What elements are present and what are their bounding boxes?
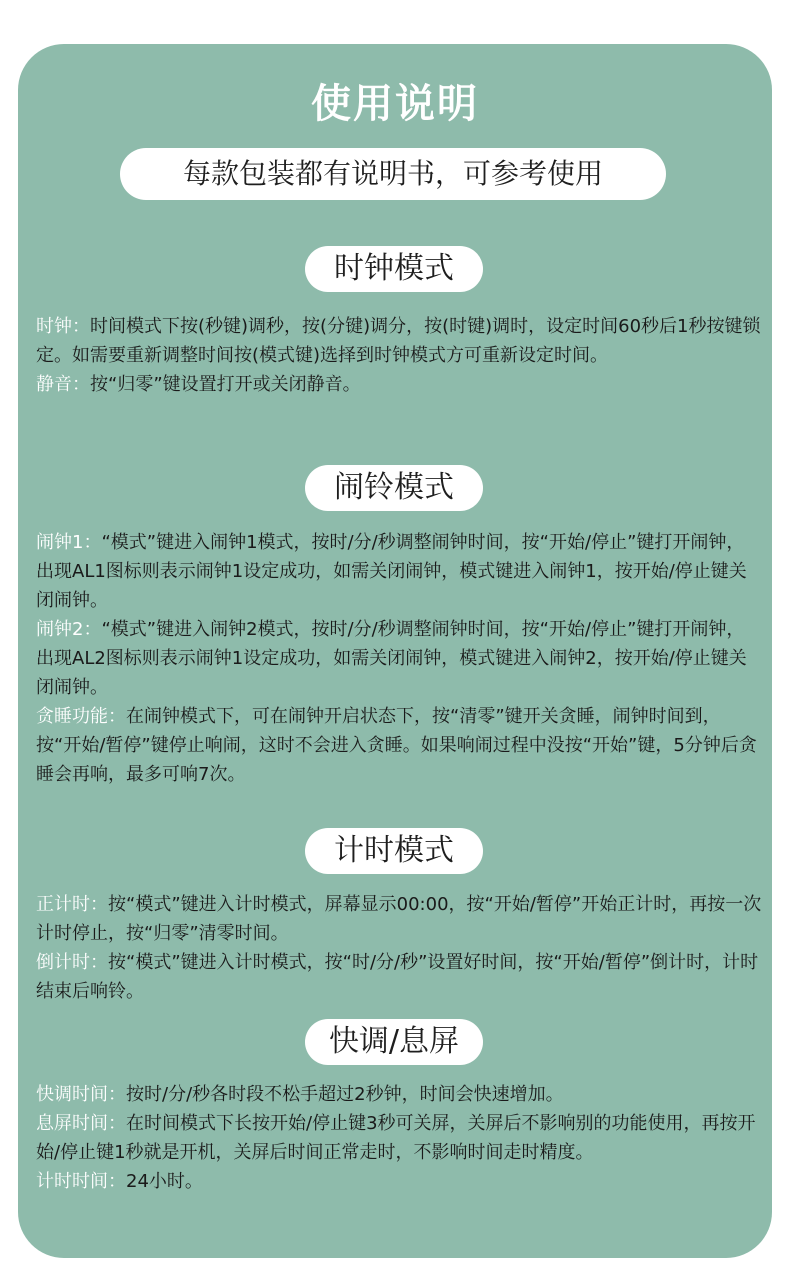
list-item [36,615,762,702]
item-label: 正计时： [36,894,108,915]
item-label: 息屏时间： [36,1113,126,1134]
item-label: 闹钟2： [36,619,102,640]
page-title: 使用说明 [311,81,479,127]
section-clock-body [36,312,762,399]
list-item [36,312,762,370]
item-text: “模式”键进入闹钟2模式，按时/分/秒调整闹钟时间，按“开始/停止”键打开闹钟，出现AL2图标则表示闹钟1设定成功，如需关闭闹钟，模式键进入闹钟2，按开始/停止键关闭闹钟。 [36,619,747,698]
item-text: 在闹钟模式下，可在闹钟开启状态下，按“清零”键开关贪睡，闹钟时间到，按“开始/暂停”键停止响闹，这时不会进入贪睡。如果响闹过程中没按“开始”键，5分钟后贪睡会再响，最多可响7次。 [36,706,757,785]
item-label: 时钟： [36,316,90,337]
item-text: 按“模式”键进入计时模式，屏幕显示00:00，按“开始/暂停”开始正计时，再按一次计时停止，按“归零”清零时间。 [36,894,762,944]
item-text: 24小时。 [126,1171,203,1192]
list-item [36,890,762,948]
list-item [36,1109,762,1167]
section-timer-body [36,890,762,1006]
item-text: 按“模式”键进入计时模式，按“时/分/秒”设置好时间，按“开始/暂停”倒计时，计时结束后响铃。 [36,952,759,1002]
list-item [36,702,762,789]
item-text: 按时/分/秒各时段不松手超过2秒钟，时间会快速增加。 [126,1084,564,1105]
section-heading-quick: 快调/息屏 [305,1019,483,1065]
list-item [36,948,762,1006]
section-heading-clock: 时钟模式 [305,246,483,292]
list-item [36,1080,762,1109]
item-label: 静音： [36,374,90,395]
item-label: 倒计时： [36,952,108,973]
list-item [36,370,762,399]
item-label: 快调时间： [36,1084,126,1105]
item-label: 计时时间： [36,1171,126,1192]
section-alarm-body [36,528,762,789]
section-quick-body [36,1080,762,1196]
item-text: “模式”键进入闹钟1模式，按时/分/秒调整闹钟时间，按“开始/停止”键打开闹钟，出现AL1图标则表示闹钟1设定成功，如需关闭闹钟，模式键进入闹钟1，按开始/停止键关闭闹钟。 [36,532,747,611]
list-item [36,1167,762,1196]
item-label: 闹钟1： [36,532,102,553]
subtitle-pill: 每款包装都有说明书，可参考使用 [120,148,666,200]
section-heading-timer: 计时模式 [305,828,483,874]
list-item [36,528,762,615]
item-text: 时间模式下按(秒键)调秒，按(分键)调分，按(时键)调时，设定时间60秒后1秒按键锁定。如需要重新调整时间按(模式键)选择到时钟模式方可重新设定时间。 [36,316,761,366]
item-label: 贪睡功能： [36,706,126,727]
item-text: 在时间模式下长按开始/停止键3秒可关屏，关屏后不影响别的功能使用，再按开始/停止键1秒就是开机，关屏后时间正常走时，不影响时间走时精度。 [36,1113,756,1163]
section-heading-alarm: 闹铃模式 [305,465,483,511]
item-text: 按“归零”键设置打开或关闭静音。 [90,374,361,395]
